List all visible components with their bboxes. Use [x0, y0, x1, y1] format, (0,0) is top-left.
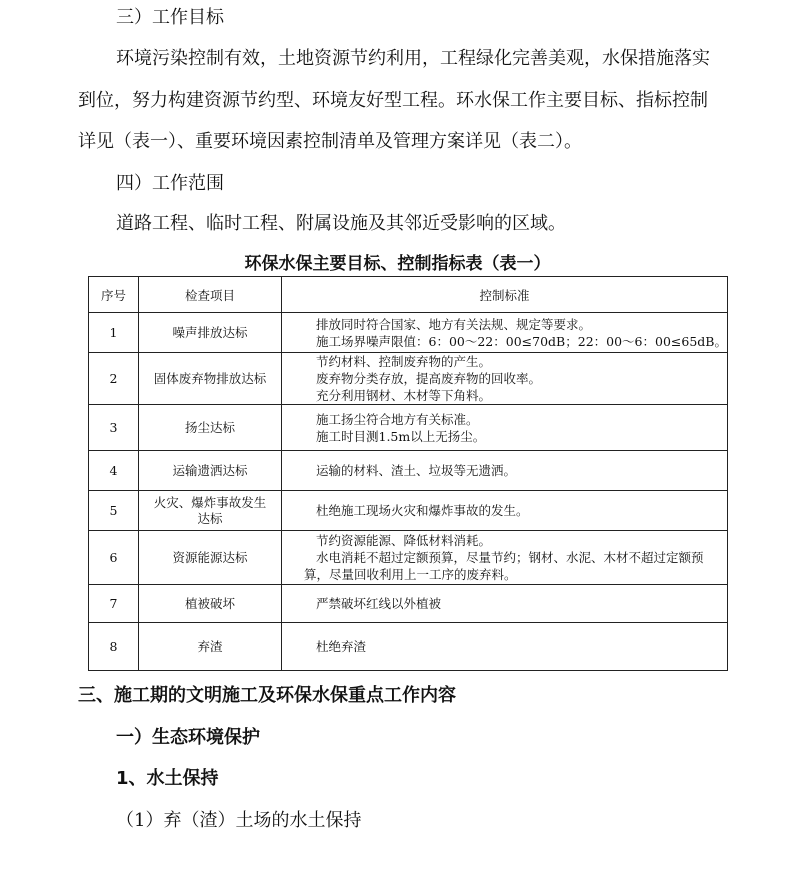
table-row [89, 451, 728, 491]
table-header-row [89, 277, 728, 313]
row-standard [282, 313, 728, 353]
standard-line: 排放同时符合国家、地方有关法规、规定等要求。 [316, 316, 592, 332]
row-standard [282, 491, 728, 531]
table-row [89, 531, 728, 585]
scope-heading: 四）工作范围 [116, 173, 224, 194]
goal-heading: 三）工作目标 [116, 7, 224, 28]
table-row [89, 405, 728, 451]
header-no: 序号 [89, 277, 139, 313]
standard-line: 运输的材料、渣土、垃圾等无遗洒。 [316, 463, 517, 478]
row-item: 弃渣 [139, 623, 282, 671]
row-item: 运输遗洒达标 [139, 451, 282, 491]
table-row [89, 353, 728, 405]
row-item: 植被破坏 [139, 585, 282, 623]
row-standard [282, 531, 728, 585]
targets-table [88, 276, 728, 671]
table-row [89, 623, 728, 671]
row-no: 7 [89, 585, 139, 623]
row-no: 6 [89, 531, 139, 585]
table-row [89, 585, 728, 623]
standard-line: 严禁破坏红线以外植被 [316, 596, 442, 611]
row-no: 3 [89, 405, 139, 451]
row-standard [282, 353, 728, 405]
row-no: 4 [89, 451, 139, 491]
standard-line: 节约资源能源、降低材料消耗。 [316, 533, 492, 548]
row-standard [282, 585, 728, 623]
row-item: 固体废弃物排放达标 [139, 353, 282, 405]
row-standard [282, 451, 728, 491]
goal-paragraph-line-1: 环境污染控制有效，土地资源节约利用，工程绿化完善美观，水保措施落实 [116, 48, 710, 69]
standard-line: 水电消耗不超过定额预算，尽量节约；钢材、水泥、木材不超过定额预算，尽量回收利用上一工序的废弃料。 [304, 550, 704, 582]
subsection-1-1-title: 1、水土保持 [116, 768, 219, 789]
row-standard [282, 623, 728, 671]
header-standard: 控制标准 [282, 277, 728, 313]
header-item: 检查项目 [139, 277, 282, 313]
subsection-1-1-1-title: （1）弃（渣）土场的水土保持 [116, 810, 362, 831]
goal-paragraph-line-3: 详见（表一）、重要环境因素控制清单及管理方案详见（表二）。 [78, 131, 582, 152]
table-caption: 环保水保主要目标、控制指标表（表一） [244, 254, 551, 274]
standard-line: 杜绝施工现场火灾和爆炸事故的发生。 [316, 503, 529, 518]
row-no: 5 [89, 491, 139, 531]
standard-line: 废弃物分类存放，提高废弃物的回收率。 [316, 371, 542, 386]
standard-line: 充分利用钢材、木材等下角料。 [316, 388, 492, 403]
row-item: 火灾、爆炸事故发生达标 [139, 491, 282, 531]
row-item: 噪声排放达标 [139, 313, 282, 353]
row-item: 资源能源达标 [139, 531, 282, 585]
goal-paragraph-line-2: 到位，努力构建资源节约型、环境友好型工程。环水保工作主要目标、指标控制 [78, 90, 708, 111]
row-no: 2 [89, 353, 139, 405]
scope-paragraph: 道路工程、临时工程、附属设施及其邻近受影响的区域。 [116, 213, 566, 234]
row-no: 8 [89, 623, 139, 671]
row-no: 1 [89, 313, 139, 353]
standard-line: 施工扬尘符合地方有关标准。 [316, 411, 479, 427]
subsection-1-title: 一）生态环境保护 [116, 727, 260, 748]
table-row [89, 313, 728, 353]
standard-line: 节约材料、控制废弃物的产生。 [316, 354, 492, 369]
row-standard [282, 405, 728, 451]
table-row [89, 491, 728, 531]
standard-line: 杜绝弃渣 [316, 639, 367, 654]
section-3-title: 三、施工期的文明施工及环保水保重点工作内容 [78, 685, 456, 706]
row-item: 扬尘达标 [139, 405, 282, 451]
standard-line: 施工场界噪声限值：6：00～22：00≤70dB；22：00～6：00≤65dB。 [316, 333, 727, 349]
standard-line: 施工时目测1.5m以上无扬尘。 [316, 428, 486, 444]
